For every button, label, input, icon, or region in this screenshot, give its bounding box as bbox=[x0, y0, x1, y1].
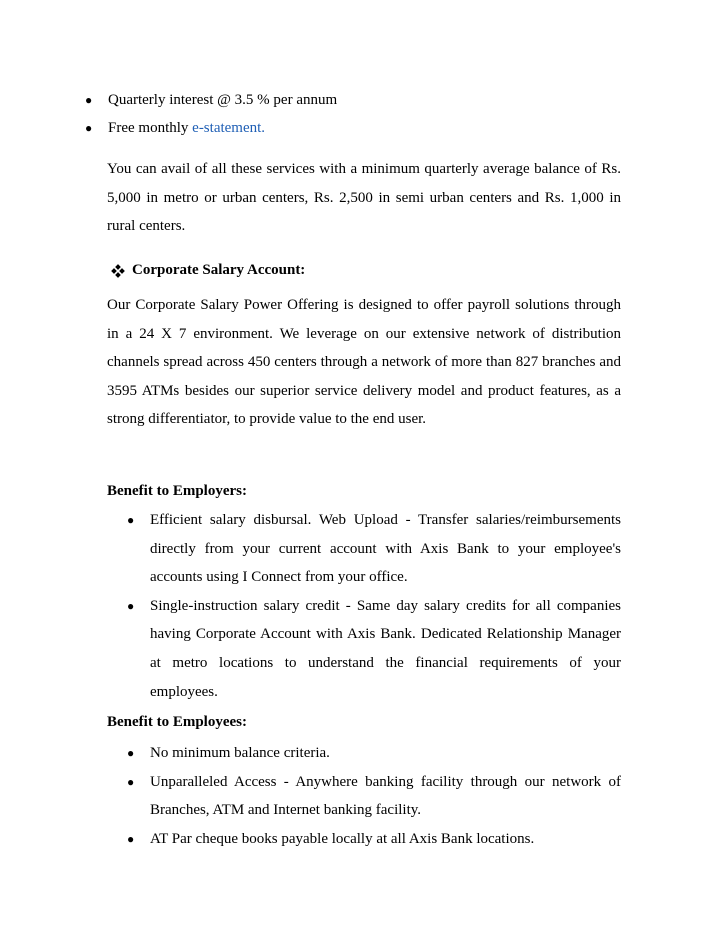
employees-benefits-list bbox=[127, 739, 621, 853]
list-item-text: Single-instruction salary credit - Same day salary credits for all companies having Corporate Account with Axis Bank. Dedicated Relationship Manager at metro locations to understand the financial requirements of your employees. bbox=[150, 597, 621, 700]
diamond-bullet-icon bbox=[112, 265, 124, 277]
intro-paragraph: You can avail of all these services with a minimum quarterly average balance of Rs. 5,000 in metro or urban centers, Rs. 2,500 in semi urban centers and Rs. 1,000 in rural centers. bbox=[107, 161, 621, 235]
list-item-text: Free monthly bbox=[108, 120, 193, 136]
corporate-salary-heading bbox=[112, 262, 305, 279]
list-item bbox=[127, 825, 621, 854]
bullet-icon: ● bbox=[127, 513, 135, 527]
list-item-text: Unparalleled Access - Anywhere banking facility through our network of Branches, ATM and Internet banking facility. bbox=[150, 773, 621, 819]
features-list bbox=[85, 86, 645, 142]
employees-heading: Benefit to Employees: bbox=[107, 714, 247, 730]
employers-heading: Benefit to Employers: bbox=[107, 483, 247, 499]
list-item bbox=[127, 739, 621, 768]
bullet-icon: ● bbox=[127, 598, 135, 613]
employers-benefits-list bbox=[127, 506, 621, 706]
bullet-icon: ● bbox=[85, 93, 93, 107]
list-item-text: No minimum balance criteria. bbox=[150, 745, 330, 761]
list-item bbox=[127, 506, 621, 592]
list-item bbox=[85, 114, 645, 142]
bullet-icon: ● bbox=[127, 746, 135, 760]
corporate-heading-text: Corporate Salary Account: bbox=[132, 262, 306, 278]
bullet-icon: ● bbox=[127, 774, 135, 789]
list-item-text: AT Par cheque books payable locally at all Axis Bank locations. bbox=[150, 830, 535, 847]
bullet-icon: ● bbox=[127, 831, 135, 846]
e-statement-link[interactable]: e-statement. bbox=[192, 120, 266, 136]
list-item bbox=[127, 592, 621, 706]
list-item-text: Quarterly interest @ 3.5 % per annum bbox=[108, 92, 338, 108]
list-item-text: Efficient salary disbursal. Web Upload - Transfer salaries/reimbursements directly from your current account with Axis Bank to your employee's accounts using I Connect from your office. bbox=[150, 512, 621, 586]
list-item bbox=[85, 86, 645, 114]
corporate-paragraph: Our Corporate Salary Power Offering is designed to offer payroll solutions through in a 24 X 7 environment. We leverage on our extensive network of distribution channels spread across 450 centers through a network of more than 827 branches and 3595 ATMs besides our superior service delivery model and product features, as a strong differentiator, to provide value to the end user. bbox=[107, 297, 621, 428]
list-item bbox=[127, 768, 621, 825]
bullet-icon: ● bbox=[85, 121, 93, 135]
